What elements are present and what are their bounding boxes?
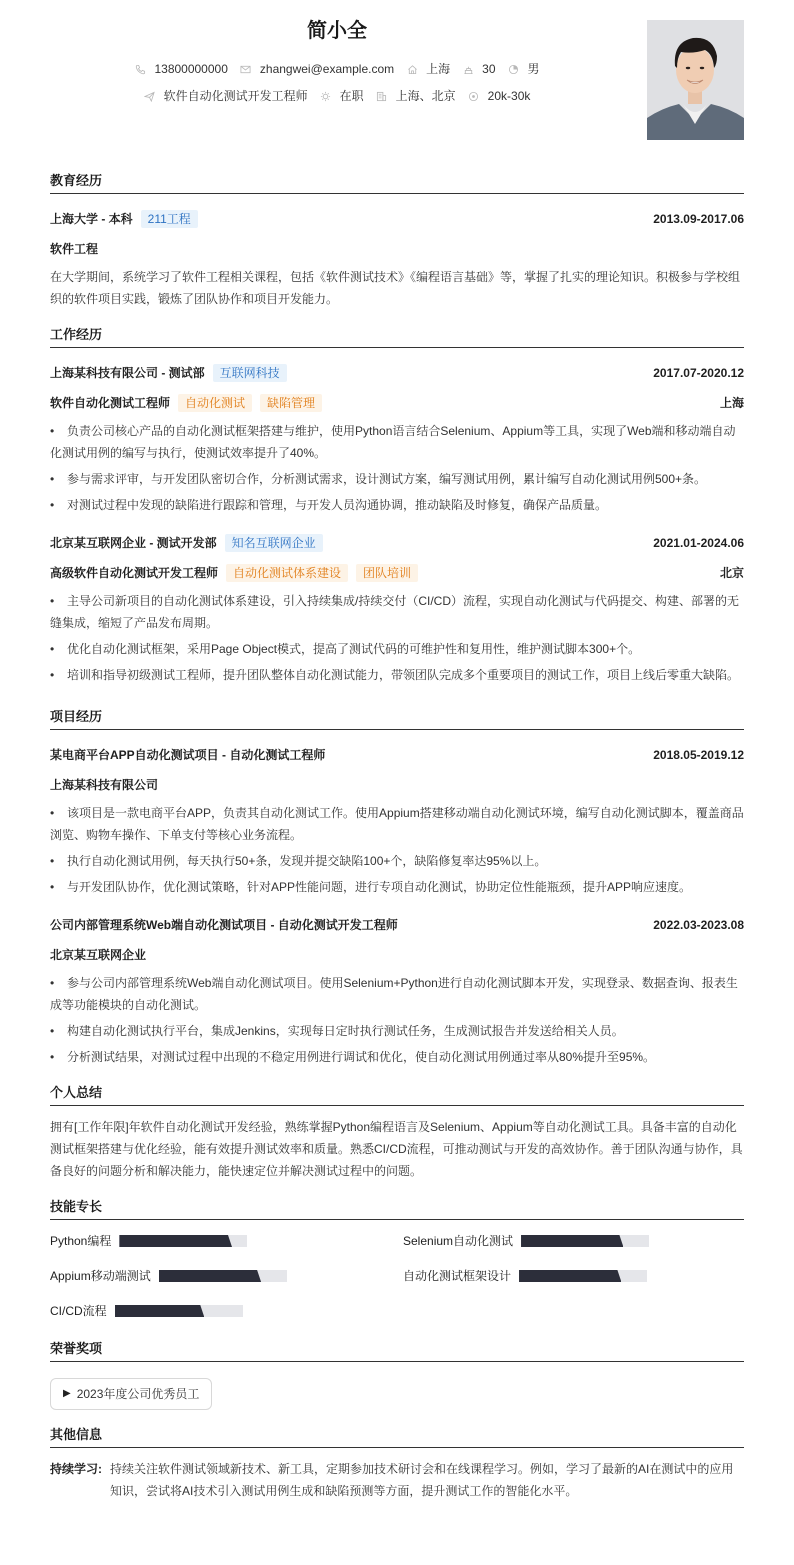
project-name: 公司内部管理系统Web端自动化测试项目 - 自动化测试开发工程师 [50,918,398,932]
major-name: 软件工程 [50,242,99,256]
bullet-item: • 负责公司核心产品的自动化测试框架搭建与维护，使用Python语言结合Selenium、Appium等工具，实现了Web端和移动端自动化测试用例的编写与执行，使测试效率提升了40%。 [50,424,736,460]
skill-label: 自动化测试框架设计 [403,1269,512,1283]
phone-info [134,60,227,78]
work-company-row [50,358,744,388]
job-row [50,87,624,105]
role-tag: 自动化测试体系建设 [226,564,348,582]
work-date: 2017.07-2020.12 [653,366,744,380]
age-icon [462,63,474,75]
contact-row [50,60,624,78]
awards-section [50,1338,744,1410]
project-date: 2018.05-2019.12 [653,748,744,762]
skill-bar-fill [519,1270,621,1282]
skill-bar-fill [115,1305,205,1317]
skill-bar [119,1235,247,1247]
bullet-item: • 该项目是一款电商平台APP，负责其自动化测试工作。使用Appium搭建移动端自动化测试环境，编写自动化测试脚本，覆盖商品浏览、购物车操作、下单支付等核心业务流程。 [50,806,744,842]
company-name: 北京某互联网企业 - 测试开发部 [50,536,217,550]
salary-icon [468,90,480,102]
work-date: 2021.01-2024.06 [653,536,744,550]
award-item[interactable] [50,1378,212,1410]
skill-label: Python编程 [50,1234,112,1248]
major-row [50,234,744,264]
home-icon [406,63,418,75]
bullet-item: • 与开发团队协作，优化测试策略，针对APP性能问题，进行专项自动化测试，协助定位性能瓶颈，提升APP响应速度。 [50,880,692,894]
phone-icon [134,63,146,75]
mail-icon [240,63,252,75]
skill-bar-fill [119,1235,232,1247]
bullet-item: • 优化自动化测试框架，采用Page Object模式，提高了测试代码的可维护性和复用性，维护测试脚本300+个。 [50,642,641,656]
education-section [50,170,744,310]
summary-section [50,1082,744,1182]
work-location: 北京 [719,566,744,580]
section-title-work: 工作经历 [50,324,744,348]
company-tag: 互联网科技 [213,364,287,382]
company-tag: 知名互联网企业 [225,534,323,552]
profile-photo [647,20,744,140]
role-name: 高级软件自动化测试开发工程师 [50,566,219,580]
work-location: 上海 [719,396,744,410]
work-role-row [50,388,744,418]
project-company-row [50,940,744,970]
candidate-name: 简小全 [307,20,367,42]
project-name-row [50,740,744,770]
skill-bar-fill [159,1270,261,1282]
company-name: 上海某科技有限公司 - 测试部 [50,366,205,380]
bullet-item: • 培训和指导初级测试工程师，提升团队整体自动化测试能力，带领团队完成多个重要项目的测试工作，项目上线后零重大缺陷。 [50,668,740,682]
target-city-text: 上海、北京 [395,89,456,103]
summary-text: 拥有[工作年限]年软件自动化测试开发经验，熟练掌握Python编程语言及Selenium、Appium等自动化测试工具。具备丰富的自动化测试框架搭建与优化经验，能有效提升测试效率和质量。熟悉CI/CD流程，可推动测试与开发的高效协作。善于团队沟通与协作，具备良好的问题分析和解决能力，能快速定位并解决测试过程中的问题。 [50,1120,743,1178]
skill-label: Selenium自动化测试 [403,1234,514,1248]
skill-item [50,1265,403,1287]
email-info [240,60,394,78]
bullet-item: • 对测试过程中发现的缺陷进行跟踪和管理，与开发人员沟通协调，推动缺陷及时修复，确保产品质量。 [50,498,608,512]
work-bullets [50,590,744,686]
role-name: 软件自动化测试工程师 [50,396,171,410]
other-info-key: 持续学习: [50,1462,102,1476]
project-name-row [50,910,744,940]
salary-info [468,87,531,105]
building-icon [376,90,388,102]
role-tag: 自动化测试 [178,394,252,412]
bullet-item: • 参与需求评审，与开发团队密切合作，分析测试需求，设计测试方案，编写测试用例，累计编写自动化测试用例500+条。 [50,472,707,486]
section-title-skills: 技能专长 [50,1196,744,1220]
role-tag: 团队培训 [356,564,418,582]
education-entry [50,204,744,310]
bullet-item: • 执行自动化测试用例，每天执行50+条，发现并提交缺陷100+个，缺陷修复率达95%以上。 [50,854,547,868]
status-info [320,87,364,105]
education-date: 2013.09-2017.06 [653,212,744,226]
email-text: zhangwei@example.com [259,62,395,76]
skills-grid [50,1230,744,1322]
education-header-row [50,204,744,234]
target-job-text: 软件自动化测试开发工程师 [163,89,308,103]
status-icon [320,90,332,102]
skill-item [403,1230,744,1252]
target-job-info [144,87,308,105]
section-title-education: 教育经历 [50,170,744,194]
resume-header [50,0,744,150]
send-icon [144,90,156,102]
salary-text: 20k-30k [487,89,531,103]
skill-bar [159,1270,287,1282]
bullet-item: • 参与公司内部管理系统Web端自动化测试项目。使用Selenium+Python进行自动化测试脚本开发，实现登录、数据查询、报表生成等功能模块的自动化测试。 [50,976,738,1012]
section-title-summary: 个人总结 [50,1082,744,1106]
skill-bar [521,1235,649,1247]
age-info [462,60,495,78]
other-info-row [50,1458,744,1502]
phone-text: 13800000000 [154,62,228,76]
work-entry [50,358,744,516]
school-tag: 211工程 [141,210,198,228]
project-company: 北京某互联网企业 [50,948,147,962]
education-description: 在大学期间，系统学习了软件工程相关课程，包括《软件测试技术》《编程语言基础》等，掌握了扎实的理论知识。积极参与学校组织的软件项目实践，锻炼了团队协作和项目开发能力。 [50,270,741,306]
work-company-row [50,528,744,558]
expand-triangle-icon: ▶ [63,1388,71,1399]
project-name: 某电商平台APP自动化测试项目 - 自动化测试工程师 [50,748,326,762]
other-section [50,1424,744,1512]
section-title-projects: 项目经历 [50,706,744,730]
other-info-value: 持续关注软件测试领域新技术、新工具，定期参加技术研讨会和在线课程学习。例如，学习了最新的AI在测试中的应用知识，尝试将AI技术引入测试用例生成和缺陷预测等方面，提升测试工作的智能化水平。 [110,1462,734,1498]
project-bullets [50,972,744,1068]
project-entry [50,910,744,1068]
age-text: 30 [482,62,496,76]
skill-bar [519,1270,647,1282]
city-info [406,60,450,78]
project-entry [50,740,744,898]
work-entry [50,528,744,686]
skill-bar [115,1305,243,1317]
bullet-item: • 构建自动化测试执行平台，集成Jenkins，实现每日定时执行测试任务，生成测试报告并发送给相关人员。 [50,1024,624,1038]
work-role-row [50,558,744,588]
status-text: 在职 [339,89,364,103]
target-city-info [376,87,456,105]
work-bullets [50,420,744,516]
school-name: 上海大学 - 本科 [50,212,133,226]
role-tag: 缺陷管理 [260,394,322,412]
project-bullets [50,802,744,898]
bullet-item: • 主导公司新项目的自动化测试体系建设，引入持续集成/持续交付（CI/CD）流程，实现自动化测试与代码提交、构建、部署的无缝集成，缩短了产品发布周期。 [50,594,740,630]
bullet-item: • 分析测试结果，对测试过程中出现的不稳定用例进行调试和优化，使自动化测试用例通过率从80%提升至95%。 [50,1050,656,1064]
project-company-row [50,770,744,800]
gender-icon [508,63,520,75]
city-text: 上海 [426,62,451,76]
projects-section [50,706,744,1068]
skill-label: CI/CD流程 [50,1304,107,1318]
project-date: 2022.03-2023.08 [653,918,744,932]
gender-info [508,60,540,78]
work-section [50,324,744,686]
award-label: 2023年度公司优秀员工 [76,1387,200,1401]
gender-text: 男 [527,62,540,76]
skill-item [50,1300,403,1322]
section-title-awards: 荣誉奖项 [50,1338,744,1362]
skill-item [50,1230,403,1252]
skill-item [403,1265,744,1287]
skills-section [50,1196,744,1322]
section-title-other: 其他信息 [50,1424,744,1448]
skill-bar-fill [521,1235,623,1247]
project-company: 上海某科技有限公司 [50,778,159,792]
skill-label: Appium移动端测试 [50,1269,151,1283]
